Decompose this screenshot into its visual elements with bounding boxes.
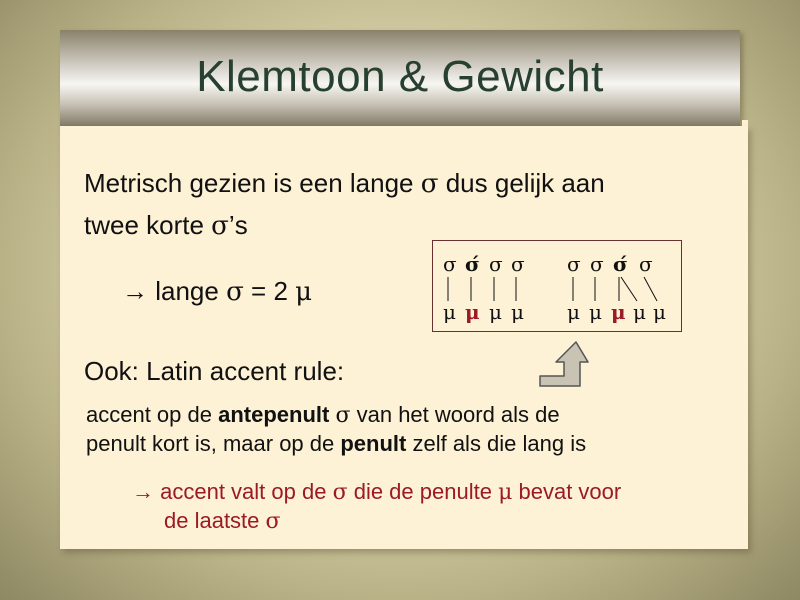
- intro-line1-text: Metrisch gezien is een lange: [84, 168, 421, 198]
- word2-syllable: σ: [590, 252, 604, 276]
- word1-association-lines: [448, 277, 516, 301]
- word1-syllable: σ: [511, 252, 525, 276]
- equation-prefix: → lange: [122, 276, 227, 306]
- antepenult-term: antepenult: [218, 402, 330, 427]
- intro-line2-tail: ’s: [228, 210, 248, 240]
- word1-syllable: σ: [489, 252, 503, 276]
- mu-symbol: μ: [498, 480, 513, 505]
- rule-line-2: [86, 431, 586, 457]
- sigma-symbol: σ: [211, 211, 229, 241]
- conclusion-line1-mid: die de penulte: [347, 479, 499, 504]
- word1-mora: μ: [443, 300, 456, 324]
- word2-mora: μ: [567, 300, 580, 324]
- word1-mora: μ: [511, 300, 524, 324]
- word2-syllable-stressed: σ́: [613, 252, 628, 276]
- long-syllable-equation: [122, 276, 312, 307]
- word2-association-lines: [573, 277, 657, 301]
- rule-line1-text: accent op de: [86, 402, 219, 427]
- mu-symbol: μ: [295, 277, 313, 307]
- word1-morae: [443, 300, 524, 324]
- word2-mora: μ: [633, 300, 646, 324]
- word2-syllable: σ: [639, 252, 653, 276]
- intro-line-2: [84, 210, 248, 241]
- equation-middle: = 2: [243, 276, 296, 306]
- mora-diagram-svg: [433, 241, 681, 331]
- sigma-symbol: σ: [335, 403, 351, 428]
- sigma-symbol: σ: [265, 509, 281, 534]
- sigma-symbol: σ: [332, 480, 348, 505]
- word1-syllables: [443, 252, 525, 276]
- word1-syllable-stressed: σ́: [465, 252, 480, 276]
- penult-term: penult: [340, 431, 407, 456]
- intro-line2-text: twee korte: [84, 210, 212, 240]
- word1-mora: μ: [489, 300, 502, 324]
- up-arrow-icon: [538, 340, 592, 390]
- rule-line2-tail: zelf als die lang is: [406, 431, 587, 456]
- conclusion-line2-text: de laatste: [164, 508, 266, 533]
- word1-syllable: σ: [443, 252, 457, 276]
- rule-heading: Ook: Latin accent rule:: [84, 356, 345, 386]
- mora-diagram: [432, 240, 682, 332]
- word2-morae: [567, 300, 666, 324]
- rule-line-1: [86, 402, 560, 428]
- word2-syllable: σ: [567, 252, 581, 276]
- conclusion-line-1: [132, 479, 621, 505]
- word2-mora-highlighted: μ: [611, 300, 626, 324]
- conclusion-line1-text: → accent valt op de: [132, 479, 333, 504]
- sigma-symbol: σ: [226, 277, 244, 307]
- conclusion-line-2: [164, 508, 281, 534]
- rule-line1-tail: van het woord als de: [350, 402, 560, 427]
- slide-title: Klemtoon & Gewicht: [196, 52, 604, 101]
- intro-line-1: [84, 168, 605, 199]
- title-bar: [60, 30, 740, 128]
- word2-mora: μ: [589, 300, 602, 324]
- association-line: [621, 277, 637, 301]
- sigma-symbol: σ: [420, 169, 439, 199]
- word2-mora: μ: [653, 300, 666, 324]
- word1-mora-highlighted: μ: [465, 300, 480, 324]
- rule-line2-text: penult kort is, maar op de: [86, 431, 341, 456]
- intro-line1-tail: dus gelijk aan: [438, 168, 605, 198]
- conclusion-line1-tail: bevat voor: [512, 479, 622, 504]
- association-line: [644, 277, 657, 301]
- word2-syllables: [567, 252, 653, 276]
